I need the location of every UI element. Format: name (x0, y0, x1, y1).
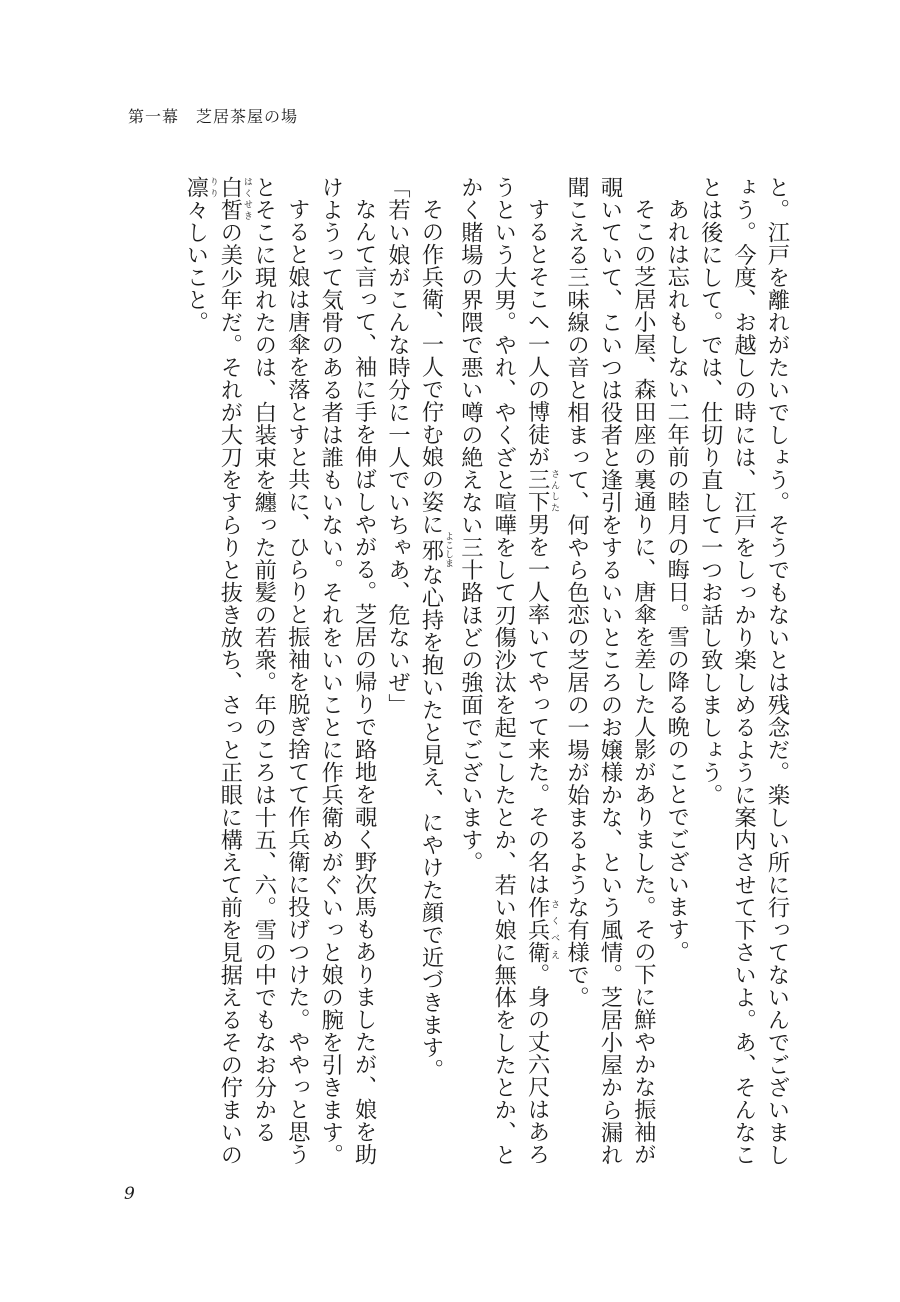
text-run: 。身の丈六尺はあろうという大男。やれ、やくざと喧嘩をして刃傷沙汰を起こしたとか、若い娘に無体をしたとか、とかく賭場の界隈で悪い噂の絶えない三十路ほどの強面でございます。 (457, 176, 551, 1166)
ruby-annotation (216, 176, 252, 221)
paragraph (453, 176, 559, 1176)
text-run: の美少年だ。それが大刀をすらりと抜き放ち、さっと正眼に構えて前を見据えるその佇まいの (216, 221, 243, 1166)
ruby-base: 白皙 (216, 176, 243, 221)
text-run: な心持を抱いたと見え、にやけた顔で近づきます。 (417, 563, 444, 1082)
text-run: 々しいこと。 (182, 198, 209, 334)
paragraph (693, 176, 793, 1176)
ruby-reading: りり (207, 176, 218, 199)
paragraph (179, 176, 314, 1176)
text-run: その作兵衛、一人で佇む娘の姿に (417, 198, 444, 536)
paragraph (313, 176, 380, 1176)
page-number: 9 (124, 1184, 135, 1204)
ruby-base: 邪 (417, 531, 444, 568)
ruby-annotation (417, 531, 453, 568)
text-run: と。江戸を離れがたいでしょう。そうでもないとは残念だ。楽しい所に行ってないんでございましょう。今度、お越しの時には、江戸をしっかり楽しめるように案内させて下さいよ。あ、そんなことは後にして。では、仕切り直して一つお話し致しましょう。 (697, 176, 790, 1166)
text-run: すると娘は唐傘を落とすと共に、ひらりと振袖を脱ぎ捨てて作兵衛に投げつけた。ややっと思うとそこに現れたのは、白装束を纏った前髪の若衆。年のころは十五、六。雪の中でもなお分かる (250, 176, 311, 1166)
text-run: そこの芝居小屋、森田座の裏通りに、唐傘を差した人影がありました。その下に鮮やかな振袖が覗いていて、こいつは役者と逢引をするいいところのお嬢様かな、という風情。芝居小屋から漏れ聞こえる三味線の音と相まって、何やら色恋の芝居の一場が始まるような有様で。 (563, 176, 657, 1166)
ruby-annotation (182, 176, 218, 199)
ruby-base: 凛 (182, 176, 209, 199)
ruby-reading: よこしま (442, 531, 453, 568)
ruby-base: 作兵衛 (524, 895, 551, 964)
ruby-reading: さんした (549, 468, 560, 514)
body-text (103, 176, 793, 1176)
paragraph (380, 176, 413, 1176)
text-run: するとそこへ一人の博徒が (524, 198, 551, 469)
text-run: 「若い娘がこんな時分に一人でいちゃあ、危ないぜ」 (384, 176, 411, 716)
text-run: あれは忘れもしない二年前の睦月の晦日。雪の降る晩のことでございます。 (663, 198, 690, 964)
paragraph (659, 176, 692, 1176)
ruby-annotation (524, 895, 560, 964)
running-header: 第一幕 芝居茶屋の場 (128, 107, 299, 126)
text-run: 男を一人率いてやって来た。その名は (524, 513, 551, 896)
paragraph (414, 176, 453, 1176)
ruby-base: 三下 (524, 468, 551, 514)
paragraph (559, 176, 659, 1176)
ruby-reading: さくべえ (549, 895, 560, 964)
ruby-annotation (524, 468, 560, 514)
ruby-reading: はくせき (241, 176, 252, 221)
text-run: なんて言って、袖に手を伸ばしやがる。芝居の帰りで路地を覗く野次馬もありましたが、娘を助けようって気骨のある者は誰もいない。それをいいことに作兵衛めがぐいっと娘の腕を引きます。 (317, 176, 378, 1166)
